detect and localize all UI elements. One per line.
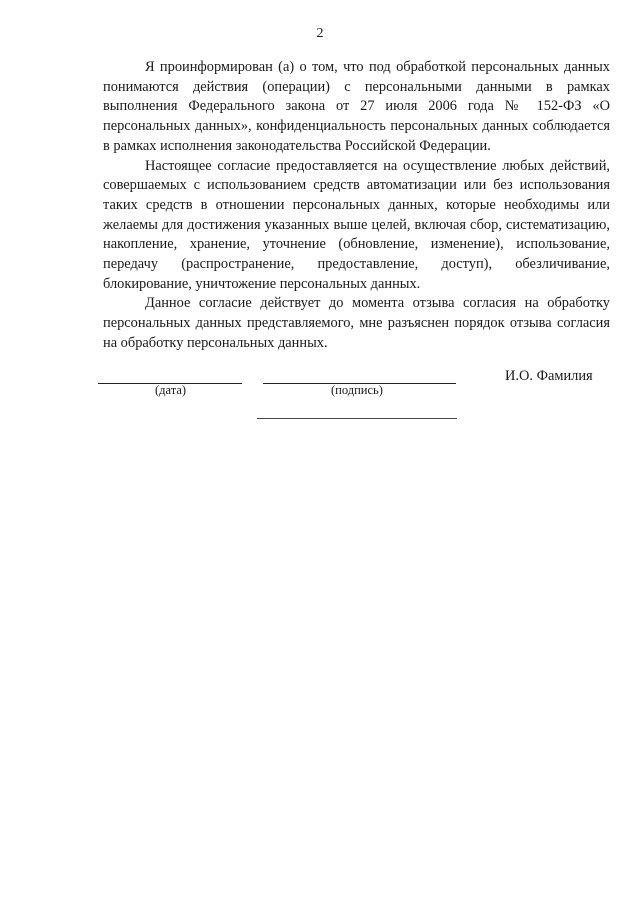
document-body: [103, 58, 610, 354]
paragraph-consent-scope: Настоящее согласие предоставляется на осуществление любых действий, совершаемых с использованием средств автоматизации или без использования таких средств в отношении персональных данных, которые необходимы или желаемы для достижения указанных выше целей, включая сбор, систематизацию, накопление, хранение, уточнение (обновление, изменение), использование, передачу (распространение, предоставление, доступ), обезличивание, блокирование, уничтожение персональных данных.: [103, 157, 610, 292]
signer-name: И.О. Фамилия: [505, 368, 593, 384]
signature-caption: (подпись): [331, 383, 383, 397]
paragraph-consent-validity: Данное согласие действует до момента отзыва согласия на обработку персональных данных представляемого, мне разъяснен порядок отзыва согласия на обработку персональных данных.: [103, 295, 610, 351]
separator-line: [257, 418, 457, 419]
paragraph-info: Я проинформирован (а) о том, что под обработкой персональных данных понимаются действия (операции) с персональными данными в рамках выполнения Федерального закона от 27 июля 2006 года № 152-ФЗ «О персональных данных», конфиденциальность персональных данных соблюдается в рамках исполнения законодательства Российской Федерации.: [103, 59, 610, 154]
date-caption: (дата): [155, 383, 187, 397]
page-number: 2: [316, 26, 324, 41]
signature-block: [0, 366, 640, 406]
